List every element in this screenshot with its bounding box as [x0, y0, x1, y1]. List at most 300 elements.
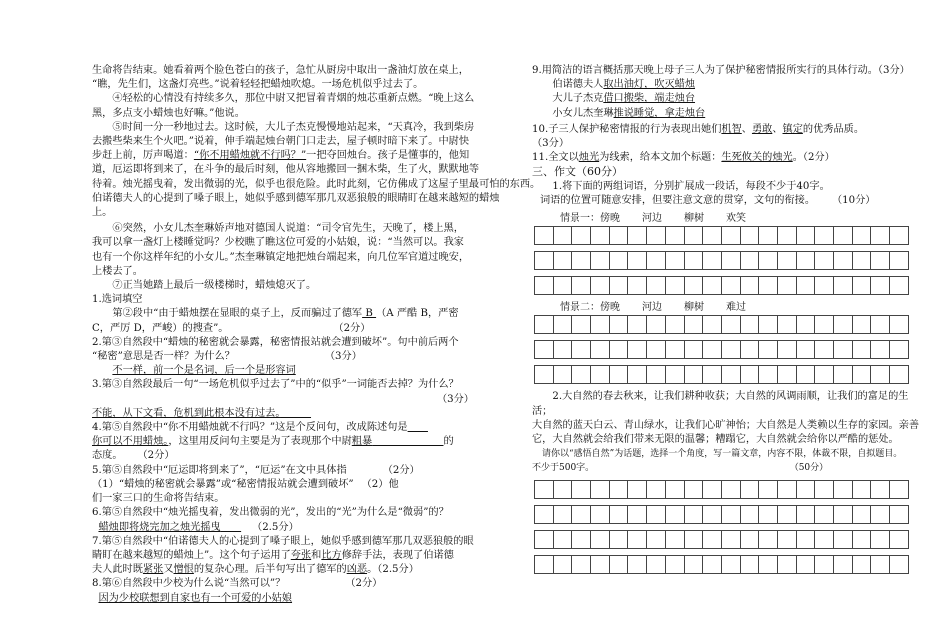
writing-cell[interactable]	[666, 481, 685, 499]
answer: 勇敢	[751, 123, 773, 135]
writing-cell[interactable]	[610, 531, 629, 549]
question-8	[92, 577, 484, 591]
question-3-answer	[92, 407, 484, 421]
writing-cell[interactable]	[890, 252, 909, 270]
writing-cell[interactable]	[871, 277, 890, 295]
writing-cell[interactable]	[591, 531, 610, 549]
writing-cell[interactable]	[834, 227, 853, 245]
text: （2）他	[361, 478, 399, 490]
writing-cell[interactable]	[628, 316, 647, 334]
writing-cell[interactable]	[890, 556, 909, 574]
writing-cell[interactable]	[703, 481, 722, 499]
writing-cell[interactable]	[853, 556, 872, 574]
writing-cell[interactable]	[685, 252, 704, 270]
writing-cell[interactable]	[628, 227, 647, 245]
writing-cell[interactable]	[535, 366, 554, 384]
writing-cell[interactable]	[703, 366, 722, 384]
writing-cell[interactable]	[722, 227, 741, 245]
writing-cell[interactable]	[628, 556, 647, 574]
writing-cell[interactable]	[722, 277, 741, 295]
scene-one	[532, 212, 922, 226]
writing-cell[interactable]	[591, 277, 610, 295]
question-10	[532, 123, 922, 137]
writing-cell[interactable]	[797, 316, 816, 334]
question-4	[92, 421, 484, 435]
writing-cell[interactable]	[554, 481, 573, 499]
writing-cell[interactable]	[647, 366, 666, 384]
writing-cell[interactable]	[797, 227, 816, 245]
writing-cell[interactable]	[554, 227, 573, 245]
writing-cell[interactable]	[890, 227, 909, 245]
writing-cell[interactable]	[572, 531, 591, 549]
writing-cell[interactable]	[759, 316, 778, 334]
grid-row[interactable]	[534, 365, 909, 384]
writing-cell[interactable]	[685, 366, 704, 384]
passage-line: 待着。烛光摇曳着，发出微弱的光，似乎也很危险。此时此刻，它仿佛成了这屋子里最可怕的东西。	[92, 178, 541, 190]
writing-cell[interactable]	[666, 506, 685, 524]
writing-cell[interactable]	[666, 316, 685, 334]
writing-cell[interactable]	[778, 277, 797, 295]
writing-cell[interactable]	[797, 531, 816, 549]
writing-cell[interactable]	[741, 506, 760, 524]
question-1-title: 1.选词填空	[92, 294, 143, 306]
writing-cell[interactable]	[572, 556, 591, 574]
text: 第②段中“由于蜡烛摆在显眼的桌子上，反而骗过了德军	[112, 308, 363, 320]
score: （10分）	[837, 194, 876, 206]
writing-cell[interactable]	[741, 556, 760, 574]
writing-cell[interactable]	[628, 531, 647, 549]
writing-grid-3[interactable]	[534, 480, 922, 574]
writing-cell[interactable]	[572, 252, 591, 270]
answer: 憎恨	[173, 564, 194, 576]
writing-cell[interactable]	[834, 252, 853, 270]
writing-cell[interactable]	[628, 252, 647, 270]
left-column	[92, 64, 541, 606]
writing-cell[interactable]	[853, 481, 872, 499]
writing-cell[interactable]	[535, 277, 554, 295]
writing-cell[interactable]	[610, 556, 629, 574]
writing-cell[interactable]	[797, 506, 816, 524]
writing-cell[interactable]	[722, 366, 741, 384]
writing-cell[interactable]	[871, 366, 890, 384]
writing-cell[interactable]	[554, 556, 573, 574]
text: 4.第⑤自然段中“你不用蜡烛就不行吗？”这是个反问句，改成陈述句是	[92, 422, 408, 434]
writing-cell[interactable]	[610, 481, 629, 499]
writing-cell[interactable]	[759, 481, 778, 499]
writing-cell[interactable]	[535, 506, 554, 524]
writing-cell[interactable]	[778, 556, 797, 574]
writing-cell[interactable]	[853, 531, 872, 549]
writing-cell[interactable]	[628, 506, 647, 524]
writing-cell[interactable]	[797, 277, 816, 295]
scene-word: 柳树	[684, 213, 704, 225]
writing-cell[interactable]	[703, 341, 722, 359]
writing-cell[interactable]	[797, 481, 816, 499]
writing-cell[interactable]	[685, 506, 704, 524]
writing-cell[interactable]	[741, 481, 760, 499]
writing-cell[interactable]	[871, 506, 890, 524]
writing-cell[interactable]	[703, 227, 722, 245]
text: 和	[311, 549, 322, 561]
writing-cell[interactable]	[815, 481, 834, 499]
writing-cell[interactable]	[666, 341, 685, 359]
answer: 取出油灯，吹灭蜡烛	[603, 79, 696, 91]
question-2: 2.第③自然段中“蜡烛的秘密就会暴露，秘密情报站就会遭到破坏”。句中前后两个	[92, 336, 459, 348]
writing-cell[interactable]	[554, 531, 573, 549]
passage-line: “瞧，先生们，这盏灯亮些。”说着轻轻把蜡烛吹熄。一场危机似乎过去了。	[92, 79, 424, 91]
writing-cell[interactable]	[797, 366, 816, 384]
passage-line: 也有一个你这样年纪的小女儿。”杰奎琳镇定地把烛台端起来，向几位军官道过晚安，	[92, 251, 470, 263]
writing-cell[interactable]	[685, 481, 704, 499]
writing-cell[interactable]	[853, 227, 872, 245]
grid-row[interactable]	[534, 555, 909, 574]
writing-cell[interactable]	[853, 316, 872, 334]
writing-cell[interactable]	[685, 556, 704, 574]
blank	[372, 436, 443, 447]
question-5-line	[92, 478, 484, 492]
answer: 借口搬柴，端走烛台	[603, 93, 696, 105]
writing-cell[interactable]	[610, 341, 629, 359]
writing-cell[interactable]	[535, 227, 554, 245]
score: （2分）	[338, 322, 371, 334]
score: （3分）	[324, 351, 362, 363]
composition-1: 1.将下面的两组词语，分别扩展成一段话，每段不少于40字。	[552, 180, 830, 192]
writing-cell[interactable]	[741, 341, 760, 359]
writing-cell[interactable]	[741, 531, 760, 549]
writing-cell[interactable]	[591, 366, 610, 384]
writing-cell[interactable]	[741, 366, 760, 384]
answer: 因为少校联想到自家也有一个可爱的小姑娘	[98, 592, 293, 604]
answer: 紧张	[142, 564, 164, 576]
text: 一把夺回烛台。孩子是懂事的，他知	[306, 150, 470, 162]
writing-cell[interactable]	[647, 481, 666, 499]
writing-cell[interactable]	[871, 252, 890, 270]
writing-cell[interactable]	[778, 506, 797, 524]
writing-cell[interactable]	[647, 227, 666, 245]
writing-cell[interactable]	[871, 316, 890, 334]
writing-cell[interactable]	[666, 227, 685, 245]
writing-cell[interactable]	[647, 506, 666, 524]
writing-cell[interactable]	[778, 481, 797, 499]
text: 的	[443, 436, 454, 448]
writing-cell[interactable]	[591, 556, 610, 574]
writing-cell[interactable]	[890, 531, 909, 549]
scene-word: 情景二：傍晚	[560, 302, 620, 314]
writing-cell[interactable]	[741, 252, 760, 270]
writing-cell[interactable]	[853, 252, 872, 270]
writing-cell[interactable]	[890, 366, 909, 384]
writing-cell[interactable]	[890, 341, 909, 359]
writing-cell[interactable]	[890, 316, 909, 334]
writing-cell[interactable]	[647, 531, 666, 549]
writing-cell[interactable]	[778, 366, 797, 384]
writing-cell[interactable]	[591, 252, 610, 270]
question-6-answer	[92, 521, 484, 535]
grid-row[interactable]	[534, 505, 909, 524]
writing-cell[interactable]	[628, 481, 647, 499]
question-8-answer	[92, 592, 484, 606]
writing-cell[interactable]	[853, 277, 872, 295]
question-3: 3.第③自然段最后一句“一场危机似乎过去了”中的“似乎”一词能否去掉？为什么？	[92, 379, 459, 391]
writing-cell[interactable]	[535, 316, 554, 334]
writing-cell[interactable]	[628, 341, 647, 359]
writing-cell[interactable]	[722, 316, 741, 334]
question-5	[92, 464, 484, 478]
writing-cell[interactable]	[797, 252, 816, 270]
writing-cell[interactable]	[610, 227, 629, 245]
writing-cell[interactable]	[685, 531, 704, 549]
question-4-line	[92, 435, 484, 449]
text: 步赶上前，厉声喝道：	[92, 150, 194, 162]
writing-cell[interactable]	[741, 227, 760, 245]
writing-cell[interactable]	[535, 341, 554, 359]
question-7-line	[92, 563, 484, 577]
blank	[408, 422, 428, 433]
writing-cell[interactable]	[666, 277, 685, 295]
passage-line: 生命将告结束。她看着两个脸色苍白的孩子，急忙从厨房中取出一盏油灯放在桌上，	[92, 65, 469, 76]
writing-cell[interactable]	[628, 366, 647, 384]
writing-cell[interactable]	[741, 316, 760, 334]
passage-line: 上。	[92, 207, 113, 219]
score: （2分）	[382, 464, 420, 476]
writing-cell[interactable]	[834, 506, 853, 524]
writing-cell[interactable]	[778, 252, 797, 270]
writing-cell[interactable]	[815, 341, 834, 359]
passage-paragraph-7: ⑦正当她踏上最后一级楼梯时，蜡烛熄灭了。	[112, 280, 317, 292]
writing-cell[interactable]	[554, 277, 573, 295]
writing-cell[interactable]	[815, 556, 834, 574]
answer: 比方	[321, 549, 342, 561]
text: 夫人此时既	[92, 564, 143, 576]
passage-line: 黑，多点支小蜡烛也好嘛。”他说。	[92, 107, 245, 119]
writing-cell[interactable]	[591, 227, 610, 245]
writing-cell[interactable]	[685, 277, 704, 295]
composition-2-line: 它，大自然就会给我们带来无限的温馨；糟蹋它，大自然就会给你以严酷的惩处。	[532, 434, 899, 446]
writing-cell[interactable]	[759, 366, 778, 384]
grid-row[interactable]	[534, 480, 909, 499]
writing-cell[interactable]	[591, 481, 610, 499]
writing-cell[interactable]	[722, 556, 741, 574]
text: C，严厉 D，严峻）的搜查”。	[92, 322, 229, 334]
writing-cell[interactable]	[871, 531, 890, 549]
writing-cell[interactable]	[871, 227, 890, 245]
writing-cell[interactable]	[703, 506, 722, 524]
writing-cell[interactable]	[759, 556, 778, 574]
writing-cell[interactable]	[759, 227, 778, 245]
writing-cell[interactable]	[778, 341, 797, 359]
writing-cell[interactable]	[685, 227, 704, 245]
writing-cell[interactable]	[703, 277, 722, 295]
writing-cell[interactable]	[647, 252, 666, 270]
writing-cell[interactable]	[666, 556, 685, 574]
writing-cell[interactable]	[647, 316, 666, 334]
writing-cell[interactable]	[834, 556, 853, 574]
writing-grid-1[interactable]	[534, 226, 922, 295]
writing-cell[interactable]	[554, 366, 573, 384]
composition-2-line	[532, 461, 922, 475]
writing-cell[interactable]	[647, 556, 666, 574]
text: 、	[741, 123, 752, 135]
writing-cell[interactable]	[871, 556, 890, 574]
writing-cell[interactable]	[647, 341, 666, 359]
writing-cell[interactable]	[610, 316, 629, 334]
scene-word: 欢笑	[726, 213, 746, 225]
writing-cell[interactable]	[722, 481, 741, 499]
writing-cell[interactable]	[554, 252, 573, 270]
writing-cell[interactable]	[572, 227, 591, 245]
writing-cell[interactable]	[554, 316, 573, 334]
composition-2-line: 大自然的蓝天白云、青山绿水，让我们心旷神怡；大自然是人类赖以生存的家园。亲善	[532, 419, 920, 431]
composition-1-line	[532, 194, 922, 208]
text: （1）“蜡烛的秘密就会暴露”或“秘密情报站就会遭到破坏”	[92, 478, 354, 490]
writing-cell[interactable]	[535, 481, 554, 499]
writing-cell[interactable]	[815, 531, 834, 549]
text: 词语的位置可随意安排，但要注意文意的贯穿，文句的衔接。	[540, 194, 816, 206]
writing-grid-2[interactable]	[534, 315, 922, 384]
writing-cell[interactable]	[890, 481, 909, 499]
writing-cell[interactable]	[610, 366, 629, 384]
writing-cell[interactable]	[666, 252, 685, 270]
writing-cell[interactable]	[853, 366, 872, 384]
writing-cell[interactable]	[610, 506, 629, 524]
scene-word: 河边	[642, 302, 662, 314]
writing-cell[interactable]	[853, 506, 872, 524]
grid-row[interactable]	[534, 530, 909, 549]
writing-cell[interactable]	[722, 506, 741, 524]
answer: 夸张	[290, 549, 312, 561]
answer: 你可以不用蜡烛。	[92, 436, 169, 448]
writing-cell[interactable]	[797, 341, 816, 359]
writing-cell[interactable]	[778, 316, 797, 334]
writing-cell[interactable]	[572, 481, 591, 499]
writing-cell[interactable]	[834, 481, 853, 499]
text: 态度。	[92, 450, 123, 462]
writing-cell[interactable]	[703, 316, 722, 334]
text: 修辞手法，表现了伯诺德	[341, 549, 454, 561]
answer: 推说睡觉，拿走烛台	[613, 107, 706, 119]
writing-cell[interactable]	[703, 252, 722, 270]
grid-row[interactable]	[534, 226, 909, 245]
writing-cell[interactable]	[871, 481, 890, 499]
writing-cell[interactable]	[834, 277, 853, 295]
writing-cell[interactable]	[572, 341, 591, 359]
writing-cell[interactable]	[722, 531, 741, 549]
scene-word: 情景一：傍晚	[560, 213, 620, 225]
writing-cell[interactable]	[572, 366, 591, 384]
passage-line: 我可以拿一盏灯上楼睡觉吗？少校瞧了瞧这位可爱的小姑娘，说：“当然可以。我家	[92, 237, 464, 249]
writing-cell[interactable]	[815, 277, 834, 295]
writing-cell[interactable]	[834, 531, 853, 549]
writing-cell[interactable]	[666, 531, 685, 549]
writing-cell[interactable]	[722, 341, 741, 359]
scene-word: 柳树	[684, 302, 704, 314]
writing-cell[interactable]	[815, 227, 834, 245]
writing-cell[interactable]	[554, 506, 573, 524]
writing-cell[interactable]	[815, 366, 834, 384]
writing-cell[interactable]	[722, 252, 741, 270]
writing-cell[interactable]	[778, 531, 797, 549]
writing-cell[interactable]	[572, 316, 591, 334]
writing-cell[interactable]	[666, 366, 685, 384]
question-9-answer	[532, 92, 922, 106]
score: （50分）	[794, 463, 829, 474]
right-column	[532, 64, 922, 574]
writing-cell[interactable]	[610, 252, 629, 270]
writing-cell[interactable]	[759, 252, 778, 270]
writing-cell[interactable]	[834, 366, 853, 384]
writing-cell[interactable]	[572, 506, 591, 524]
text: 不少于500字。	[532, 463, 595, 474]
text: 8.第⑥自然段中少校为什么说“当然可以”？	[92, 578, 286, 590]
question-6: 6.第⑤自然段中“烛光摇曳着，发出微弱的光”，发出的“光”为什么是“微弱”的？	[92, 507, 449, 519]
text: 的复杂心理。后半句写出了德军的	[193, 564, 347, 576]
writing-cell[interactable]	[759, 506, 778, 524]
answer: 烛光	[578, 152, 600, 164]
writing-cell[interactable]	[591, 316, 610, 334]
writing-cell[interactable]	[591, 506, 610, 524]
writing-cell[interactable]	[703, 531, 722, 549]
passage-line	[92, 149, 484, 163]
writing-cell[interactable]	[628, 277, 647, 295]
writing-cell[interactable]	[647, 277, 666, 295]
writing-cell[interactable]	[890, 277, 909, 295]
answer: 不一样，前一个是名词，后一个是形容词	[112, 365, 296, 377]
writing-cell[interactable]	[759, 277, 778, 295]
writing-cell[interactable]	[815, 506, 834, 524]
writing-cell[interactable]	[815, 316, 834, 334]
writing-cell[interactable]	[759, 341, 778, 359]
passage-paragraph-6: ⑥突然，小女儿杰奎琳娇声地对德国人说道：“司令官先生，天晚了，楼上黑，	[112, 223, 464, 235]
writing-cell[interactable]	[871, 341, 890, 359]
writing-cell[interactable]	[591, 341, 610, 359]
answer: 粗暴	[351, 436, 373, 448]
question-2-line	[92, 350, 484, 364]
scene-word: 河边	[642, 213, 662, 225]
writing-cell[interactable]	[834, 316, 853, 334]
composition-2: 2.大自然的春去秋来，让我们耕种收获；大自然的风调雨顺，让我们的富足的生活；	[532, 391, 909, 417]
answer: 镇定	[782, 123, 803, 135]
grid-row[interactable]	[534, 315, 909, 334]
writing-cell[interactable]	[535, 556, 554, 574]
writing-cell[interactable]	[685, 341, 704, 359]
answer: 不能，从下文看，危机到此根本没有过去。	[92, 407, 281, 419]
grid-row[interactable]	[534, 276, 909, 295]
text: 小女儿杰奎琳	[552, 107, 614, 119]
writing-cell[interactable]	[778, 227, 797, 245]
writing-cell[interactable]	[797, 556, 816, 574]
writing-cell[interactable]	[890, 506, 909, 524]
grid-row[interactable]	[534, 251, 909, 270]
writing-cell[interactable]	[535, 252, 554, 270]
writing-cell[interactable]	[815, 252, 834, 270]
writing-cell[interactable]	[535, 531, 554, 549]
writing-cell[interactable]	[554, 341, 573, 359]
writing-cell[interactable]	[853, 341, 872, 359]
score: （3分）	[436, 393, 474, 405]
writing-cell[interactable]	[703, 556, 722, 574]
writing-cell[interactable]	[759, 531, 778, 549]
passage-line: 道，厄运即将到来了，在斗争的最后时刻，他从容地搬回一捆木柴，生了火，默默地等	[92, 164, 480, 176]
grid-row[interactable]	[534, 340, 909, 359]
passage-line: 上楼去了。	[92, 265, 143, 277]
text: ，这里用反问句主要是为了表现那个中尉	[168, 436, 352, 448]
writing-cell[interactable]	[610, 277, 629, 295]
writing-cell[interactable]	[741, 277, 760, 295]
score: （2分）	[142, 450, 175, 462]
writing-cell[interactable]	[685, 316, 704, 334]
writing-cell[interactable]	[572, 277, 591, 295]
writing-cell[interactable]	[834, 341, 853, 359]
